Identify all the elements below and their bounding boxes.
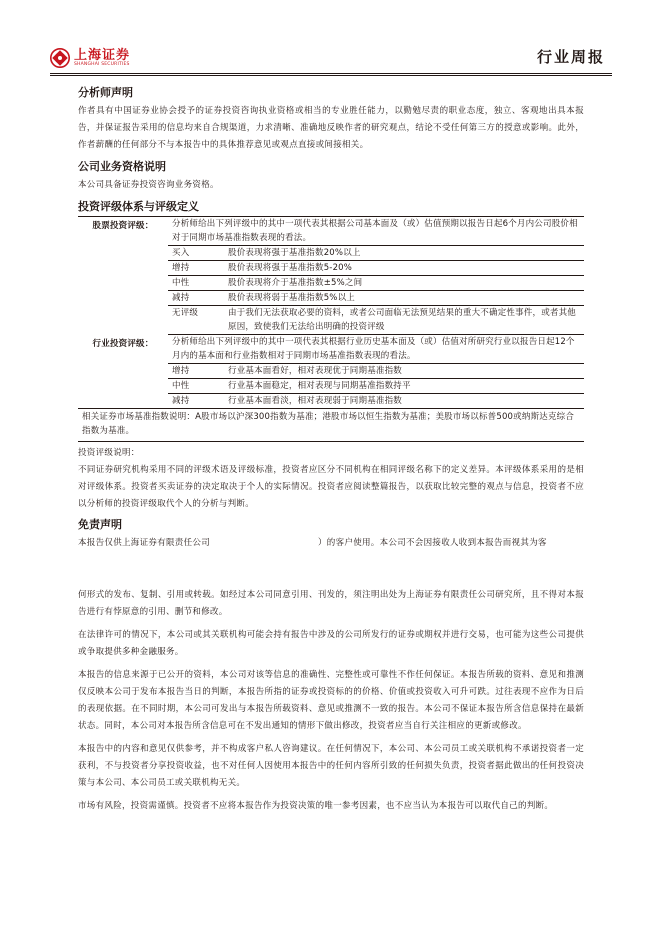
rating-title: 投资评级体系与评级定义: [78, 200, 199, 213]
disclaimer-paragraph: 本报告的信息来源于已公开的资料，本公司对该等信息的准确性、完整性或可靠性不作任何保证。本报告所载的资料、意见和推测仅反映本公司于发布本报告当日的判断，本报告所指的证券或投资标的的价格、价值或投资收入可升可跌。过往表现不应作为日后的表现依据。在不同时期，本公司可发出与本报告所载资料、意见或推测不一致的报告。本公司不保证本报告所含信息保持在最新状态。同时，本公司对本报告所含信息可在不发出通知的情形下做出修改，投资者应当自行关注相应的更新或修改。: [78, 670, 584, 731]
report-type: 行业周报: [536, 48, 605, 66]
industry-rating-name: 增持: [168, 364, 224, 379]
industry-rating-name: 减持: [168, 394, 224, 409]
stock-rating-def: 股价表现将介于基准指数±5%之间: [224, 276, 584, 291]
license-title: 公司业务资格说明: [78, 160, 166, 173]
rating-table: [78, 216, 584, 442]
benchmark-note: 相关证券市场基准指数说明：A股市场以沪深300指数为基准；港股市场以恒生指数为基准；美股市场以标普500或纳斯达克综合指数为基准。: [78, 409, 584, 442]
industry-rating-def: 行业基本面看好，相对表现优于同期基准指数: [224, 364, 584, 379]
shanghai-securities-logo-icon: [50, 48, 70, 68]
disclaimer-first-left: 本报告仅供上海证券有限责任公司: [78, 538, 211, 548]
license-text: 本公司具备证券投资咨询业务资格。: [78, 180, 219, 190]
stock-rating-def: 股价表现将强于基准指数5-20%: [224, 261, 584, 276]
industry-rating-label: 行业投资评级：: [78, 335, 168, 409]
stock-rating-name: 增持: [168, 261, 224, 276]
disclaimer-first-line: [78, 535, 584, 552]
industry-rating-name: 中性: [168, 379, 224, 394]
page-header: [0, 0, 662, 80]
report-content: [78, 84, 584, 815]
disclaimer-paragraph: 本报告中的内容和意见仅供参考，并不构成客户私人咨询建议。在任何情况下，本公司、本公司员工或关联机构不承诺投资者一定获利，不与投资者分享投资收益，也不对任何人因使用本报告中的任何内容所引致的任何损失负责，投资者据此做出的任何投资决策与本公司、本公司员工或关联机构无关。: [78, 744, 584, 788]
header-rule: [50, 73, 612, 76]
rating-explain-label: 投资评级说明：: [78, 448, 140, 458]
industry-rating-def: 行业基本面稳定，相对表现与同期基准指数持平: [224, 379, 584, 394]
stock-rating-def: 由于我们无法获取必要的资料，或者公司面临无法预见结果的重大不确定性事件，或者其他原因，致使我们无法给出明确的投资评级: [224, 306, 584, 335]
disclaimer-paragraph: 市场有风险，投资需谨慎。投资者不应将本报告作为投资决策的唯一参考因素，也不应当认为本报告可以取代自己的判断。: [78, 801, 554, 811]
rating-explain-text: 不同证券研究机构采用不同的评级术语及评级标准，投资者应区分不同机构在相同评级名称下的定义差异。本评级体系采用的是相对评级体系。投资者买卖证券的决定取决于个人的实际情况。投资者应阅读整篇报告，以获取比较完整的观点与信息，投资者不应以分析师的投资评级取代个人的分析与判断。: [78, 465, 584, 509]
stock-rating-def: 股价表现将弱于基准指数5%以上: [224, 291, 584, 306]
stock-rating-name: 无评级: [168, 306, 224, 335]
industry-rating-def: 行业基本面看淡，相对表现弱于同期基准指数: [224, 394, 584, 409]
industry-rating-desc: 分析师给出下列评级中的其中一项代表其根据行业历史基本面及（或）估值对所研究行业以报告日起12个月内的基本面和行业指数相对于同期市场基准指数表现的看法。: [168, 335, 584, 364]
disclaimer-paragraph: 何形式的发布、复制、引用或转载。如经过本公司同意引用、刊发的，须注明出处为上海证券有限责任公司研究所，且不得对本报告进行有悖原意的引用、删节和修改。: [78, 590, 584, 617]
analyst-title: 分析师声明: [78, 86, 133, 99]
company-logo: [50, 48, 130, 68]
disclaimer-paragraph: 在法律许可的情况下，本公司或其关联机构可能会持有报告中涉及的公司所发行的证券或期权并进行交易，也可能为这些公司提供或争取提供多种金融服务。: [78, 630, 584, 657]
disclaimer-gap: [78, 552, 584, 587]
stock-rating-name: 买入: [168, 246, 224, 261]
stock-rating-desc: 分析师给出下列评级中的其中一项代表其根据公司基本面及（或）估值预期以报告日起6个月内公司股价相对于同期市场基准指数表现的看法。: [168, 217, 584, 246]
logo-cn-text: 上海证券: [74, 47, 131, 63]
disclaimer-first-right: ）的客户使用。本公司不会因接收人收到本报告而视其为客: [318, 538, 547, 548]
stock-rating-label: 股票投资评级：: [78, 217, 168, 335]
stock-rating-name: 减持: [168, 291, 224, 306]
disclaimer-title: 免责声明: [78, 518, 122, 531]
logo-en-text: SHANGHAI SECURITIES: [74, 61, 130, 67]
analyst-text: 作者具有中国证券业协会授予的证券投资咨询执业资格或相当的专业胜任能力，以勤勉尽责的职业态度，独立、客观地出具本报告，并保证报告采用的信息均来自合规渠道，力求清晰、准确地反映作者的研究观点，结论不受任何第三方的授意或影响。此外，作者薪酬的任何部分不与本报告中的具体推荐意见或观点直接或间接相关。: [78, 106, 584, 150]
stock-rating-name: 中性: [168, 276, 224, 291]
stock-rating-def: 股价表现将强于基准指数20%以上: [224, 246, 584, 261]
